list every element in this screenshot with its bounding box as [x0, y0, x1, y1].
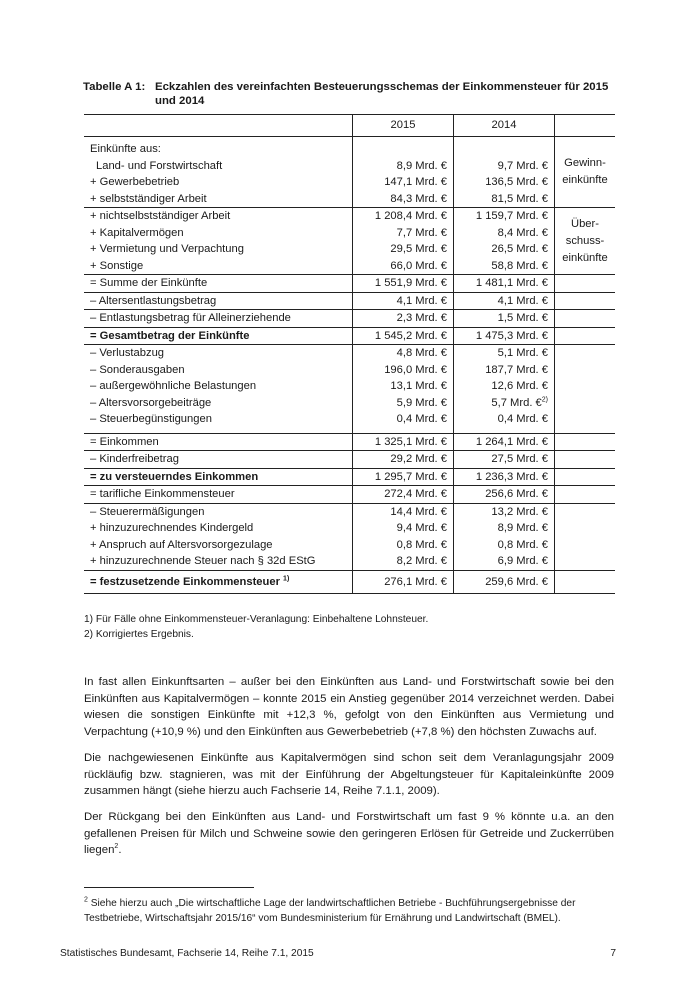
header-2014: 2014: [454, 115, 555, 137]
value-2015: 84,3 Mrd. €: [390, 192, 447, 205]
row-label: – Verlustabzug: [90, 347, 165, 359]
value-2014: 1 264,1 Mrd. €: [475, 435, 548, 448]
footnote-text: Siehe hierzu auch „Die wirtschaftliche Lage der landwirtschaftlichen Betriebe - Buchführungsergebnisse der Testbetriebe, Wirtschaftsjahr 2015/16“ vom Bundesministerium für Ernährung und Landwirtschaft (BMEL).: [84, 898, 576, 924]
value-2014: 1,5 Mrd. €: [497, 312, 548, 324]
footnote-mark: 2: [84, 896, 88, 904]
value-2014: 81,5 Mrd. €: [491, 192, 548, 205]
footnote-divider: [84, 887, 254, 888]
table-row-summe: [84, 275, 615, 293]
value-2014-corrected: 5,7 Mrd. €$^{2)}$: [491, 395, 548, 409]
value-2015: 196,0 Mrd. €: [384, 363, 447, 376]
row-label: + Sonstige: [90, 259, 144, 272]
value-2014: 0,8 Mrd. €: [497, 538, 548, 551]
row-label: + Gewerbebetrieb: [90, 176, 180, 188]
value-2015: 66,0 Mrd. €: [390, 259, 447, 272]
value-2015: 5,9 Mrd. €: [396, 396, 447, 409]
row-label: + Vermietung und Verpachtung: [90, 243, 244, 255]
footnote-ref-1: 1): [283, 574, 290, 582]
value-2015: 2,3 Mrd. €: [396, 312, 447, 324]
row-label: + nichtselbstständiger Arbeit: [90, 210, 231, 222]
header-category: [555, 115, 616, 137]
table-row-gesamtbetrag: [84, 327, 615, 345]
value-2014: 6,9 Mrd. €: [497, 555, 548, 567]
value-2015: 13,1 Mrd. €: [390, 380, 447, 392]
table-row-einkommen: [84, 433, 615, 451]
tax-table: [84, 114, 615, 594]
table-row-zu-versteuern: [84, 468, 615, 486]
value-2015: 1 325,1 Mrd. €: [374, 435, 447, 448]
row-label: + selbstständiger Arbeit: [90, 192, 207, 205]
value-2015: 276,1 Mrd. €: [384, 575, 447, 588]
table-header-row: [84, 115, 615, 137]
value-2015: 7,7 Mrd. €: [396, 226, 447, 239]
row-label: Einkünfte aus:: [90, 143, 161, 155]
value-2014: 259,6 Mrd. €: [485, 575, 548, 588]
page-footer: [60, 948, 616, 959]
value-2014: 1 159,7 Mrd. €: [475, 210, 548, 222]
value-2015: 272,4 Mrd. €: [384, 488, 447, 500]
row-label: = Summe der Einkünfte: [90, 277, 208, 289]
row-label: – Steuerbegünstigungen: [90, 413, 212, 425]
value-2014: 5,1 Mrd. €: [497, 347, 548, 359]
table-notes: [84, 612, 428, 642]
value-2014: 1 475,3 Mrd. €: [475, 329, 548, 342]
value-2015: 1 551,9 Mrd. €: [374, 277, 447, 289]
row-label: = festzusetzende Einkommensteuer $^{1)}$: [90, 574, 290, 588]
row-label: + hinzuzurechnendes Kindergeld: [90, 522, 254, 534]
row-label: – Altersentlastungsbetrag: [90, 294, 217, 307]
value-2014: 58,8 Mrd. €: [491, 259, 548, 272]
table-row-gewinneinkuenfte: [84, 137, 615, 208]
page-number: 7: [610, 948, 616, 959]
table-row-kinderfreibetrag: [84, 451, 615, 469]
row-label: – Entlastungsbetrag für Alleinerziehende: [90, 312, 291, 324]
value-2014: 1 236,3 Mrd. €: [475, 470, 548, 483]
header-2015: 2015: [353, 115, 454, 137]
value-2015: 1 545,2 Mrd. €: [374, 329, 447, 342]
row-label: + hinzuzurechnende Steuer nach § 32d EStG: [90, 555, 316, 567]
value-2014: 13,2 Mrd. €: [491, 505, 548, 518]
header-label: [84, 115, 353, 137]
category-text: schuss-: [565, 234, 605, 247]
table-row-entlastung: [84, 310, 615, 328]
value-2014: 8,4 Mrd. €: [497, 226, 548, 239]
value-2014: 27,5 Mrd. €: [491, 453, 548, 465]
row-label: – Steuerermäßigungen: [90, 505, 205, 518]
value-2014: 9,7 Mrd. €: [497, 159, 548, 172]
category-gewinn: [555, 137, 616, 208]
value-2014: 4,1 Mrd. €: [497, 294, 548, 307]
row-label: + Anspruch auf Altersvorsorgezulage: [90, 538, 273, 551]
table-row-ueberschusseinkuenfte: [84, 208, 615, 275]
value-2015: 8,2 Mrd. €: [396, 555, 447, 567]
table-note: 2) Korrigiertes Ergebnis.: [84, 629, 194, 640]
row-label: = tarifliche Einkommensteuer: [90, 488, 235, 500]
table-row-ermaessigungen: [84, 503, 615, 570]
footnote-ref-2: 2): [541, 395, 548, 403]
category-text: einkünfte: [562, 251, 608, 264]
footnote-ref: 2: [114, 843, 119, 851]
paragraph: In fast allen Einkunftsarten – außer bei den Einkünften aus Land- und Forstwirtschaft sowie bei den Einkünften aus Kapitalvermögen – konnte 2015 ein Anstieg gegenüber 2014 verzeichnet werden. Dabei wiesen die sonstigen Einkünfte mit +12,3 %, gefolgt von den Einkünften aus Vermietung und Verpachtung (+10,9 %) und den Einkünften aus Gewerbebetrieb (+7,8 %) den höchsten Zuwachs auf.: [84, 676, 614, 739]
value-2015: 4,1 Mrd. €: [396, 294, 447, 307]
value-2015: 0,8 Mrd. €: [396, 538, 447, 551]
row-label: – Kinderfreibetrag: [90, 453, 179, 465]
value-2015: 0,4 Mrd. €: [396, 413, 447, 425]
table-row-tariflich: [84, 486, 615, 504]
value-2014: 1 481,1 Mrd. €: [475, 277, 548, 289]
row-label: – außergewöhnliche Belastungen: [90, 380, 257, 392]
table-row-festzusetzend: [84, 570, 615, 594]
row-label: = Gesamtbetrag der Einkünfte: [90, 329, 250, 342]
row-label: = Einkommen: [90, 435, 159, 448]
table-caption: [83, 80, 623, 108]
footnote: [84, 896, 614, 926]
value-2015: 8,9 Mrd. €: [396, 159, 447, 172]
row-label: – Altersvorsorgebeiträge: [90, 396, 212, 409]
category-ueberschuss: [555, 208, 616, 275]
row-label: = zu versteuerndes Einkommen: [90, 470, 259, 483]
category-text: Über-: [571, 217, 599, 230]
value-2014: 0,4 Mrd. €: [497, 413, 548, 425]
category-text: Gewinn-: [564, 157, 606, 169]
body-text: [84, 674, 614, 868]
value-2015: 1 295,7 Mrd. €: [374, 470, 447, 483]
value-2014: 8,9 Mrd. €: [497, 522, 548, 534]
value-2014: 12,6 Mrd. €: [491, 380, 548, 392]
value-2014: 256,6 Mrd. €: [485, 488, 548, 500]
value-2014: 26,5 Mrd. €: [491, 243, 548, 255]
value-2015: 4,8 Mrd. €: [396, 347, 447, 359]
value-2015: 147,1 Mrd. €: [384, 176, 447, 188]
row-label: – Sonderausgaben: [90, 363, 185, 376]
table-row-abzuege: [84, 345, 615, 434]
paragraph: Die nachgewiesenen Einkünfte aus Kapitalvermögen sind schon seit dem Veranlagungsjahr 2009 rückläufig bzw. stagnieren, was mit der Einführung der Abgeltungsteuer für Kapitaleinkünfte 2009 zusammen hängt (siehe hierzu auch Fachserie 14, Reihe 7.1.1, 2009).: [84, 751, 614, 798]
value-2014: 187,7 Mrd. €: [485, 363, 548, 376]
value-2014: 136,5 Mrd. €: [485, 176, 548, 188]
row-label: Land- und Forstwirtschaft: [96, 159, 223, 172]
value-2015: 29,2 Mrd. €: [390, 453, 447, 465]
caption-text: Eckzahlen des vereinfachten Besteuerungsschemas der Einkommensteuer für 2015 und 2014: [155, 81, 609, 107]
row-label: + Kapitalvermögen: [90, 226, 184, 239]
table-note: 1) Für Fälle ohne Einkommensteuer-Veranlagung: Einbehaltene Lohnsteuer.: [84, 614, 429, 625]
caption-label: Tabelle A 1:: [83, 81, 146, 93]
value-2015: 9,4 Mrd. €: [396, 522, 447, 534]
paragraph: Der Rückgang bei den Einkünften aus Land- und Forstwirtschaft um fast 9 % könnte u.a. an den gefallenen Preisen für Milch und Schweine sowie den geringeren Erlösen für Getreide und Zuckerrüben liegen$^2$.: [84, 810, 614, 857]
footer-source: Statistisches Bundesamt, Fachserie 14, Reihe 7.1, 2015: [60, 948, 314, 959]
value-2015: 29,5 Mrd. €: [390, 243, 447, 255]
value-2015: 1 208,4 Mrd. €: [374, 210, 447, 222]
category-text: einkünfte: [562, 174, 608, 186]
table-row-altersentlastung: [84, 292, 615, 310]
value-2015: 14,4 Mrd. €: [390, 505, 447, 518]
